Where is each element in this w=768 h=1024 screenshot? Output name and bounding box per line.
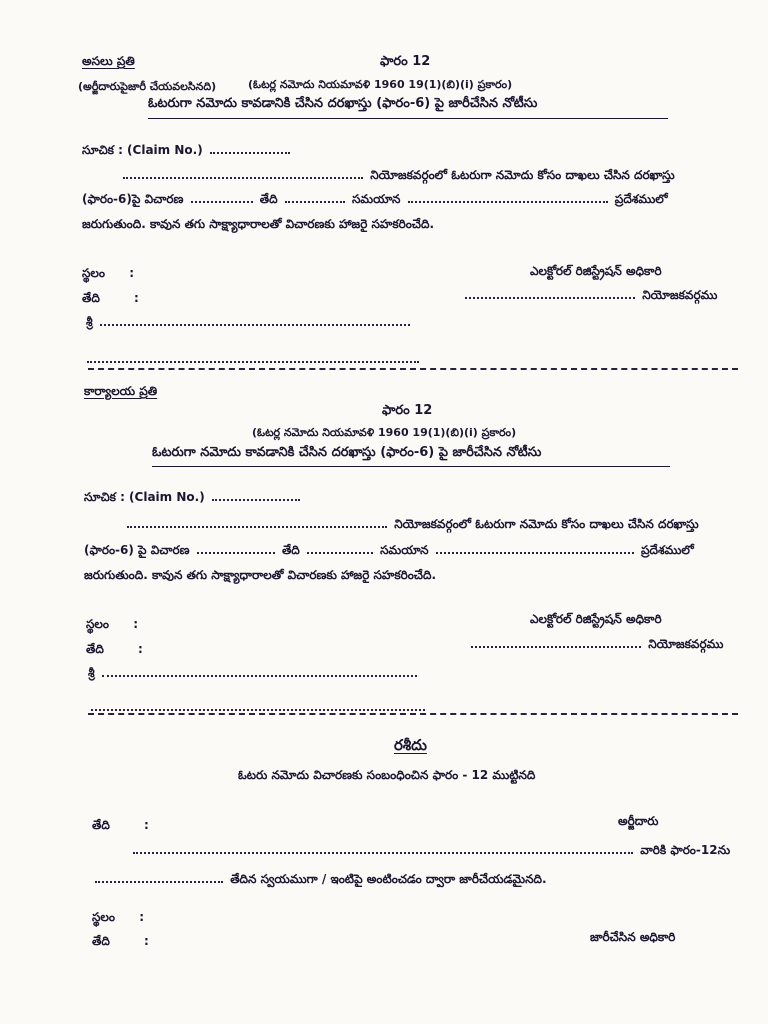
form-number: ఫారం 12 [380, 54, 431, 69]
officer-constituency-field[interactable] [465, 297, 635, 299]
line1-text: నియోజకవర్గంలో ఓటరుగా నమోదు కోసం దాఖలు చేసిన దరఖాస్తు [394, 517, 699, 531]
officer-title: ఎలక్టోరల్ రిజిస్ట్రేషన్ అధికారి [530, 612, 662, 626]
line1-text: నియోజకవర్గంలో ఓటరుగా నమోదు కోసం దాఖలు చేసిన దరఖాస్తు [370, 168, 675, 182]
constituency-label: నియోజకవర్గము [648, 637, 724, 651]
receipt-line-1 [130, 843, 730, 860]
constituency-field[interactable] [127, 526, 387, 528]
officer-constituency-row [462, 288, 717, 305]
enquiry-time-field[interactable] [436, 552, 634, 554]
copy-sublabel: (అర్జీదారుపైజారీ చేయవలసినది) [78, 80, 217, 93]
rule-reference: (ఓటర్ల నమోదు నియమావళి 1960 19(1)(బి)(i) ప్రకారం) [248, 78, 513, 91]
rule-reference: (ఓటర్ల నమోదు నియమావళి 1960 19(1)(బి)(i) ప్రకారం) [252, 426, 517, 439]
copy-label: కార్యాలయ ప్రతి [84, 384, 158, 398]
date-word: తేది [281, 543, 300, 557]
officer-constituency-field[interactable] [471, 646, 641, 648]
receipt-place-row [92, 910, 144, 927]
applicant-label: అర్జీదారు [618, 814, 659, 828]
enquiry-date-field[interactable] [307, 552, 373, 554]
claim-number-field[interactable] [212, 499, 300, 501]
place-label: స్థలం [86, 617, 110, 631]
heading-underline [148, 118, 668, 119]
officer-constituency-row [468, 637, 723, 654]
form-number: ఫారం 12 [382, 403, 433, 418]
date-label: తేది [82, 291, 100, 305]
cut-line [88, 368, 738, 370]
issuer-label: జారీచేసిన అధికారి [590, 930, 676, 944]
colon: : [129, 266, 135, 280]
sri-label: శ్రీ [88, 666, 95, 680]
sri-label: శ్రీ [86, 315, 93, 329]
notice-line-2 [84, 543, 694, 560]
notice-line-1 [120, 168, 675, 185]
claim-label: సూచిక : (Claim No.) [84, 490, 205, 504]
addressee-line-2 [84, 348, 422, 367]
enquiry-label: (ఫారం-6) పై విచారణ [84, 543, 190, 557]
notice-line-3: జరుగుతుంది. కావున తగు సాక్ష్యాధారాలతో విచారణకు హాజరై సహకరించేది. [82, 217, 435, 231]
receipt-date-row-2 [92, 934, 149, 951]
addressee-name-field[interactable] [102, 675, 417, 677]
addressee-row [88, 666, 420, 683]
enquiry-time-field[interactable] [408, 201, 608, 203]
place-row [86, 617, 138, 634]
place-word: ప్రదేశములో [640, 543, 694, 557]
copy-label: అసలు ప్రతి [82, 54, 135, 68]
receipt-subtitle: ఓటరు నమోదు విచారణకు సంబంధించిన ఫారం - 12 ముట్టినది [238, 768, 536, 782]
receipt-line2-text: తేదిన స్వయముగా / ఇంటిపై అంటించడం ద్వారా జారీచేయడమైనది. [230, 872, 547, 886]
claim-label: సూచిక : (Claim No.) [82, 143, 203, 157]
colon: : [134, 291, 139, 305]
date-label: తేది [92, 818, 110, 832]
notice-heading: ఓటరుగా నమోదు కావడానికి చేసిన దరఖాస్తు (ఫారం-6) పై జారీచేసిన నోటీసు [152, 445, 542, 460]
enquiry-label: (ఫారం-6)పై విచారణ [82, 192, 184, 206]
addressee-address-field[interactable] [91, 709, 425, 711]
colon: : [139, 910, 145, 924]
receipt-line-2 [92, 872, 547, 889]
officer-title: ఎలక్టోరల్ రిజిస్ట్రేషన్ అధికారి [530, 264, 662, 278]
place-label: స్థలం [82, 266, 106, 280]
date-label: తేది [86, 642, 104, 656]
colon: : [144, 934, 149, 948]
date-word: తేది [259, 192, 278, 206]
notice-line-3: జరుగుతుంది. కావున తగు సాక్ష్యాధారాలతో విచారణకు హాజరై సహకరించేది. [84, 568, 437, 582]
addressee-row [86, 315, 413, 332]
receipt-line1-end: వారికి ఫారం-12ను [640, 843, 731, 857]
issue-date-field[interactable] [95, 881, 223, 883]
notice-heading: ఓటరుగా నమోదు కావడానికి చేసిన దరఖాస్తు (ఫారం-6) పై జారీచేసిన నోటీసు [148, 96, 538, 111]
enquiry-field[interactable] [191, 201, 253, 203]
addressee-name-field[interactable] [100, 324, 410, 326]
date-row [86, 642, 143, 659]
colon: : [138, 642, 143, 656]
claim-number-row [84, 490, 303, 507]
colon: : [144, 818, 149, 832]
place-row [82, 266, 134, 283]
time-word: సమయాన [351, 192, 401, 206]
enquiry-field[interactable] [197, 552, 275, 554]
claim-number-row [82, 143, 293, 160]
date-row [82, 291, 139, 308]
enquiry-date-field[interactable] [285, 201, 345, 203]
colon: : [133, 617, 139, 631]
heading-underline [152, 466, 670, 467]
constituency-field[interactable] [123, 177, 363, 179]
receipt-title: రశీదు [394, 736, 427, 754]
claim-number-field[interactable] [210, 152, 290, 154]
place-label: స్థలం [92, 910, 116, 924]
date-label: తేది [92, 934, 110, 948]
time-word: సమయాన [380, 543, 429, 557]
receipt-date-row [92, 818, 149, 835]
place-word: ప్రదేశములో [614, 192, 668, 206]
notice-line-1 [124, 517, 699, 534]
constituency-label: నియోజకవర్గము [642, 288, 718, 302]
notice-line-2 [82, 192, 668, 209]
cut-line [88, 713, 738, 715]
applicant-name-field[interactable] [133, 852, 633, 854]
addressee-address-field[interactable] [87, 361, 419, 363]
